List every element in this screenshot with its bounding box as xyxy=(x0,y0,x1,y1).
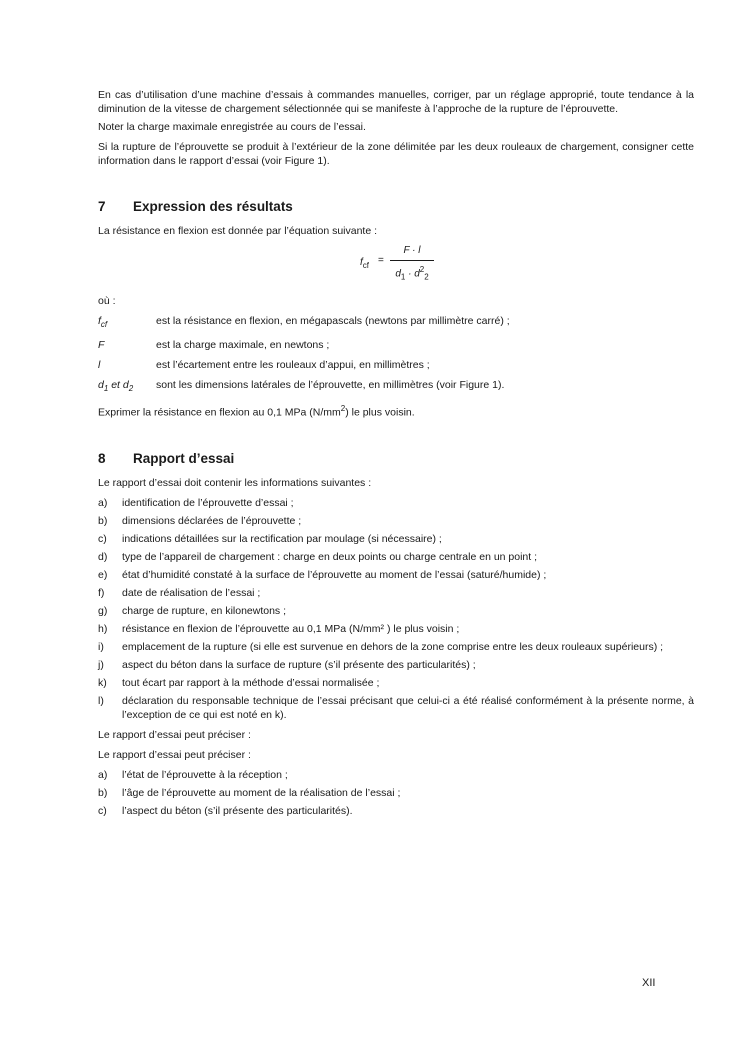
formula-fraction xyxy=(390,244,434,284)
formula-denominator: $d_1 \cdot d^2_2$ xyxy=(395,265,429,282)
section-8-title: Rapport d’essai xyxy=(133,450,235,466)
list-item: i) emplacement de la rupture (si elle est survenue en dehors de la zone comprise entre les deux rouleaux supérieurs) ; xyxy=(98,640,664,653)
list-item: j) aspect du béton dans la surface de rupture (s’il présente des particularités) ; xyxy=(98,658,476,671)
list-item: h) résistance en flexion de l’éprouvette au 0,1 MPa (N/mm² ) le plus voisin ; xyxy=(98,622,460,635)
list-item: d) type de l’appareil de chargement : charge en deux points ou charge centrale en un point ; xyxy=(98,550,538,563)
definition-row xyxy=(98,358,694,372)
list-item: e) état d’humidité constaté à la surface de l’éprouvette au moment de l’essai (saturé/humide) ; xyxy=(98,568,547,581)
section-7-heading xyxy=(98,198,694,216)
list-item: a) identification de l’éprouvette d’essai ; xyxy=(98,496,294,509)
definition-symbol: F xyxy=(98,339,105,352)
intro-paragraph-3: Si la rupture de l’éprouvette se produit à l’extérieur de la zone délimitée par les deux rouleaux de chargement, consigner cette information dans le rapport d’essai (voir Figure 1). xyxy=(98,141,694,167)
list-item: b) l’âge de l’éprouvette au moment de la réalisation de l’essai ; xyxy=(98,786,401,799)
report-required-list xyxy=(98,496,694,722)
section-8-heading xyxy=(98,450,694,468)
may-specify-label-2: Le rapport d’essai peut préciser : xyxy=(98,748,251,761)
section-7-title: Expression des résultats xyxy=(133,199,293,214)
definition-text: sont les dimensions latérales de l’éprouvette, en millimètres (voir Figure 1). xyxy=(156,379,505,392)
where-label: où : xyxy=(98,295,116,307)
formula-equals: = xyxy=(378,255,384,266)
list-item: c) l’aspect du béton (s’il présente des particularités). xyxy=(98,804,353,817)
list-item: l) déclaration du responsable technique de l’essai précisant que celui-ci a été réalisé conformément à la présente norme, à l’exception de ce qui est noté en k). xyxy=(98,694,694,721)
formula-lhs: $f_{cf}$ xyxy=(360,257,370,270)
definition-text: est la charge maximale, en newtons ; xyxy=(156,339,330,352)
intro-paragraph-1: En cas d’utilisation d’une machine d’essais à commandes manuelles, corriger, par un réglage approprié, toute tendance à la diminution de la vitesse de chargement sélectionnée qui se manifeste à l’approche de la rupture de l’éprouvette. xyxy=(98,89,694,115)
section-8-lead: Le rapport d’essai doit contenir les informations suivantes : xyxy=(98,476,372,489)
definition-text: est l’écartement entre les rouleaux d’appui, en millimètres ; xyxy=(156,359,430,372)
may-specify-label-1: Le rapport d’essai peut préciser : xyxy=(98,728,251,741)
page-number: XII xyxy=(642,977,656,989)
definition-row xyxy=(98,314,694,332)
definition-symbol: $d_1$ et $d_2$ xyxy=(98,379,134,394)
formula-numerator: F · l xyxy=(390,244,434,261)
page-body xyxy=(98,88,694,822)
flexural-strength-formula xyxy=(98,244,694,284)
list-item: f) date de réalisation de l’essai ; xyxy=(98,586,261,599)
definition-list xyxy=(98,314,694,396)
list-item: g) charge de rupture, en kilonewtons ; xyxy=(98,604,287,617)
intro-paragraph-2: Noter la charge maximale enregistrée au cours de l’essai. xyxy=(98,121,366,133)
list-item: a) l’état de l’éprouvette à la réception ; xyxy=(98,768,288,781)
section-7-lead: La résistance en flexion est donnée par l’équation suivante : xyxy=(98,225,378,237)
definition-text: est la résistance en flexion, en mégapascals (newtons par millimètre carré) ; xyxy=(156,315,510,327)
list-item: b) dimensions déclarées de l’éprouvette ; xyxy=(98,514,302,527)
section-7-number: 7 xyxy=(98,199,106,214)
definition-symbol: $f_{cf}$ xyxy=(98,315,108,330)
definition-symbol: l xyxy=(98,359,101,372)
report-optional-list xyxy=(98,768,694,818)
express-result-sentence: Exprimer la résistance en flexion au 0,1 MPa $(N/mm^2)$ le plus voisin. xyxy=(98,404,415,419)
definition-row xyxy=(98,338,694,352)
list-item: k) tout écart par rapport à la méthode d’essai normalisée ; xyxy=(98,676,380,689)
list-item: c) indications détaillées sur la rectification par moulage (si nécessaire) ; xyxy=(98,532,442,545)
section-8-number: 8 xyxy=(98,450,106,466)
definition-row xyxy=(98,378,694,396)
